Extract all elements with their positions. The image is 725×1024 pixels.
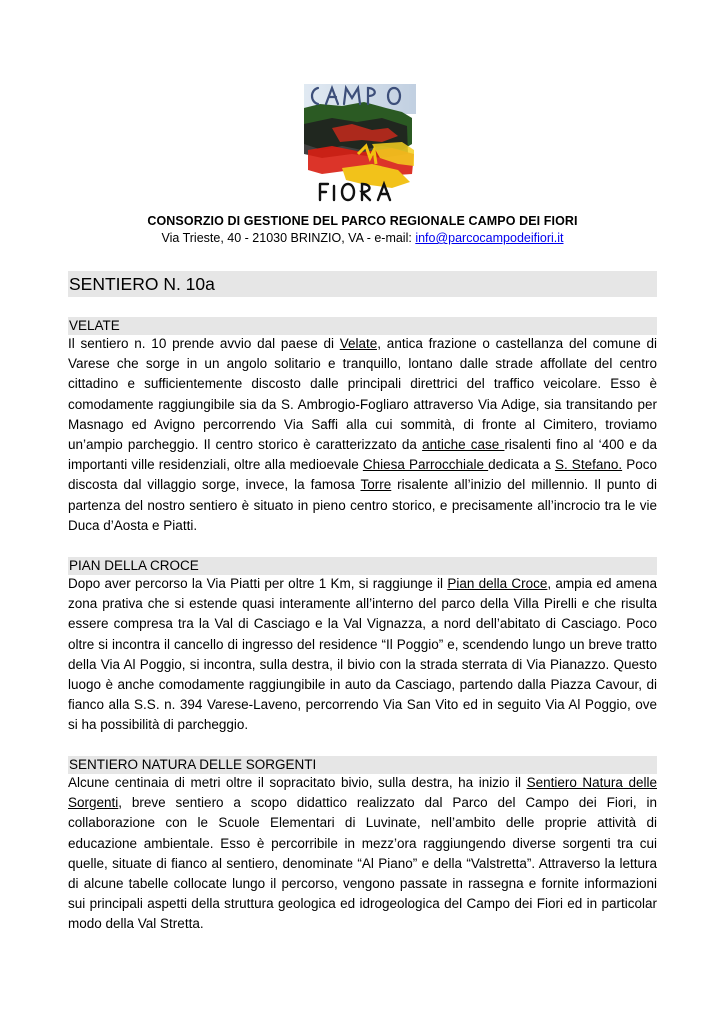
email-link[interactable]: info@parcocampodeifiori.it: [415, 231, 564, 245]
place-link-pian-della-croce: Pian della Croce: [447, 576, 548, 591]
place-link-torre: Torre: [360, 477, 392, 493]
organization-name: CONSORZIO DI GESTIONE DEL PARCO REGIONALE CAMPO DEI FIORI: [147, 214, 578, 228]
text-run: Dopo aver percorso la Via Piatti per oltre 1 Km, si raggiunge il: [68, 576, 448, 591]
place-link-chiesa: Chiesa Parrocchiale: [362, 457, 489, 473]
section-paragraph-sentiero-natura: [68, 773, 657, 935]
section-heading-velate: VELATE: [68, 317, 657, 335]
place-link-antiche-case: antiche case: [422, 437, 505, 453]
section-heading-pian-della-croce: PIAN DELLA CROCE: [68, 557, 657, 575]
address-text: Via Trieste, 40 - 21030 BRINZIO, VA - e-mail:: [161, 231, 416, 245]
section-paragraph-pian-della-croce: [68, 574, 657, 736]
text-run: Alcune centinaia di metri oltre il sopracitato bivio, sulla destra, ha inizio il: [68, 775, 527, 790]
park-logo: [302, 84, 419, 203]
place-link-velate: Velate,: [339, 336, 382, 351]
section-heading-sentiero-natura: SENTIERO NATURA DELLE SORGENTI: [68, 756, 657, 774]
text-run: risalente all’inizio del millennio. Il punto di partenza del nostro sentiero è situato in pieno centro storico, e precisamente all’incrocio tra le vie Duca d’Aosta e Piatti.: [68, 477, 657, 533]
text-run: risalenti fino al ‘400 e da importanti ville residenziali, oltre alla medioevale: [68, 437, 657, 473]
campo-dei-fiori-logo-icon: [302, 84, 419, 203]
text-run: , ampia ed amena zona prativa che si estende quasi interamente all’interno del parco della Villa Pirelli e che risulta essere compresa tra la Val di Casciago e la Val Vignazza, a nord dell’abitato di Casciago. Poco oltre si incontra il cancello di ingresso del residence “Il Poggio” e, scendendo lungo un breve tratto della Via Al Poggio, si incontra, sulla destra, il bivio con la strada sterrata di Via Pianazzo. Questo luogo è anche comodamente raggiungibile in auto da Casciago, partendo dalla Piazza Cavour, di fianco alla S.S. n. 394 Varese-Laveno, percorrendo Via San Vito ed in seguito Via Al Poggio, ove si ha possibilità di parcheggio.: [68, 576, 657, 733]
text-run: Il sentiero n. 10 prende avvio dal paese di: [68, 336, 340, 351]
text-run: , breve sentiero a scopo didattico realizzato dal Parco del Campo dei Fiori, in collaborazione con le Scuole Elementari di Luvinate, nell’ambito delle proprie attività di educazione ambientale. Esso è percorribile in mezz’ora raggiungendo diverse sorgenti tra cui quelle, situate di fianco al sentiero, denominate “Al Piano” e della “Valstretta”. Attraverso la lettura di alcune tabelle collocate lungo il percorso, vengono passate in rassegna e fornite informazioni sui principali aspetti della struttura geologica ed idrogeologica del Campo dei Fiori ed in particolar modo della Val Stretta.: [68, 795, 657, 932]
text-run: antica frazione o castellanza del comune di Varese che sorge in un angolo solitario e tranquillo, lontano dalle strade affollate del centro cittadino e sufficientemente discosto dalle principali direttrici del traffico veicolare. Esso è comodamente raggiungibile sia da S. Ambrogio-Fogliaro attraverso Via Adige, sia transitando per Masnago ed Avigno percorrendo Via Saffi alla cui sommità, di fronte al Cimitero, troviamo un’ampio parcheggio. Il centro storico è caratterizzato da: [68, 336, 658, 453]
text-run: Poco discosta dal villaggio sorge, invece, la famosa: [68, 457, 657, 493]
place-link-s-stefano: S. Stefano.: [554, 457, 623, 473]
page-title: SENTIERO N. 10a: [68, 271, 657, 297]
section-paragraph-velate: [68, 334, 657, 536]
organization-address: [0, 231, 725, 245]
place-link-sentiero-natura: Sentiero Natura delle Sorgenti: [68, 775, 657, 811]
text-run: dedicata a: [488, 457, 555, 473]
